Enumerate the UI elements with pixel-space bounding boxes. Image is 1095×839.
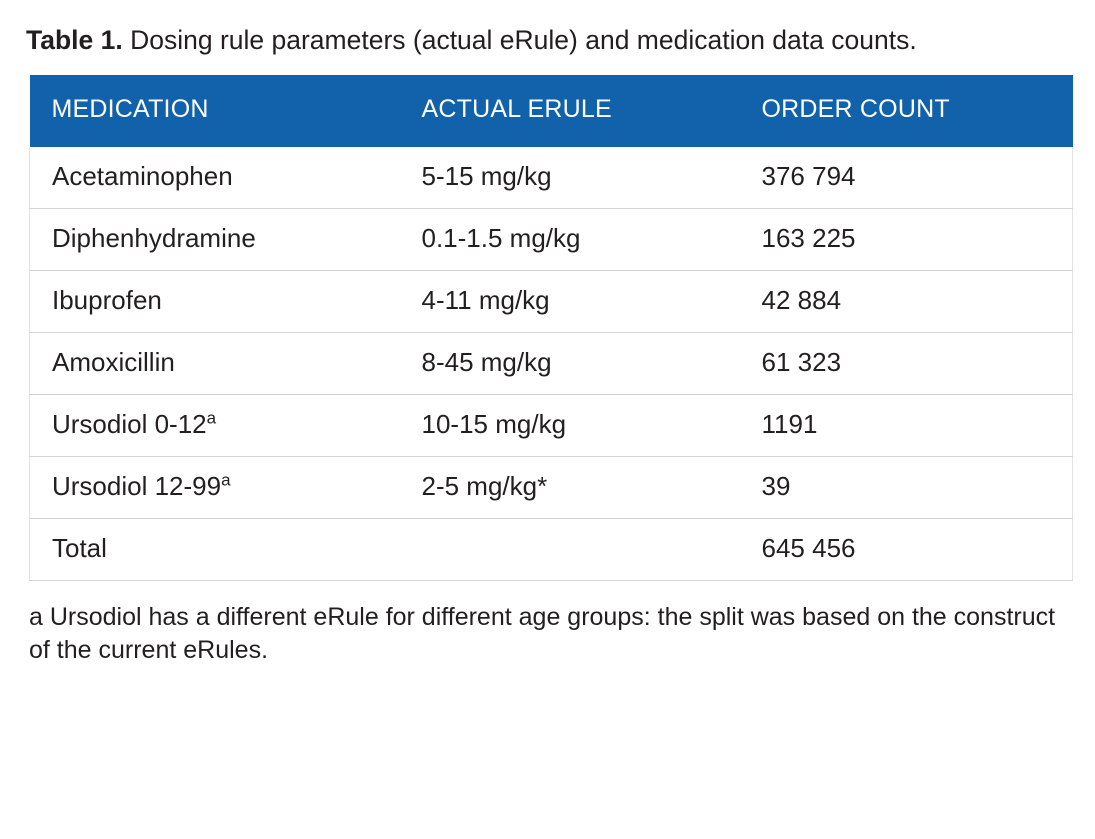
cell-actual-erule: 2-5 mg/kg* <box>400 456 740 518</box>
cell-order-count: 61 323 <box>740 332 1073 394</box>
table-row <box>30 147 1073 209</box>
column-header-medication: MEDICATION <box>30 75 400 147</box>
column-header-order-count: ORDER COUNT <box>740 75 1073 147</box>
table-row <box>30 394 1073 456</box>
medication-name: Total <box>52 532 107 563</box>
medication-name: Diphenhydramine <box>52 222 256 253</box>
medication-name: Ibuprofen <box>52 284 162 315</box>
cell-order-count: 1191 <box>740 394 1073 456</box>
cell-medication <box>30 332 400 394</box>
cell-order-count: 645 456 <box>740 518 1073 580</box>
cell-medication <box>30 208 400 270</box>
caption-label: Table 1. <box>26 25 123 55</box>
cell-medication <box>30 518 400 580</box>
medication-name: Ursodiol 0-12 <box>52 408 207 439</box>
column-header-actual-erule: ACTUAL ERULE <box>400 75 740 147</box>
cell-order-count: 163 225 <box>740 208 1073 270</box>
cell-medication <box>30 456 400 518</box>
cell-actual-erule: 10-15 mg/kg <box>400 394 740 456</box>
footnote-marker: a <box>206 407 217 427</box>
cell-order-count: 42 884 <box>740 270 1073 332</box>
cell-actual-erule: 8-45 mg/kg <box>400 332 740 394</box>
table-caption <box>26 22 1066 59</box>
table-row <box>30 270 1073 332</box>
table-header <box>30 75 1073 147</box>
cell-medication <box>30 394 400 456</box>
table-body <box>30 147 1073 581</box>
cell-actual-erule: 4-11 mg/kg <box>400 270 740 332</box>
table-row <box>30 332 1073 394</box>
cell-order-count: 39 <box>740 456 1073 518</box>
table-row <box>30 456 1073 518</box>
table-footnote: a Ursodiol has a different eRule for different age groups: the split was based on the construct of the current eRules. <box>29 602 1056 665</box>
medication-name: Amoxicillin <box>52 346 175 377</box>
cell-actual-erule: 5-15 mg/kg <box>400 147 740 209</box>
medication-name: Ursodiol 12-99 <box>52 470 222 501</box>
footnote-marker: a <box>221 469 231 489</box>
caption-text: Dosing rule parameters (actual eRule) and medication data counts. <box>130 25 917 55</box>
dosing-rule-table <box>29 75 1073 581</box>
table-header-row <box>30 75 1073 147</box>
cell-order-count: 376 794 <box>740 147 1073 209</box>
table-row-total <box>30 518 1073 580</box>
cell-medication <box>30 147 400 209</box>
cell-actual-erule <box>400 518 740 580</box>
cell-medication <box>30 270 400 332</box>
table-row <box>30 208 1073 270</box>
medication-name: Acetaminophen <box>52 160 233 191</box>
cell-actual-erule: 0.1-1.5 mg/kg <box>400 208 740 270</box>
